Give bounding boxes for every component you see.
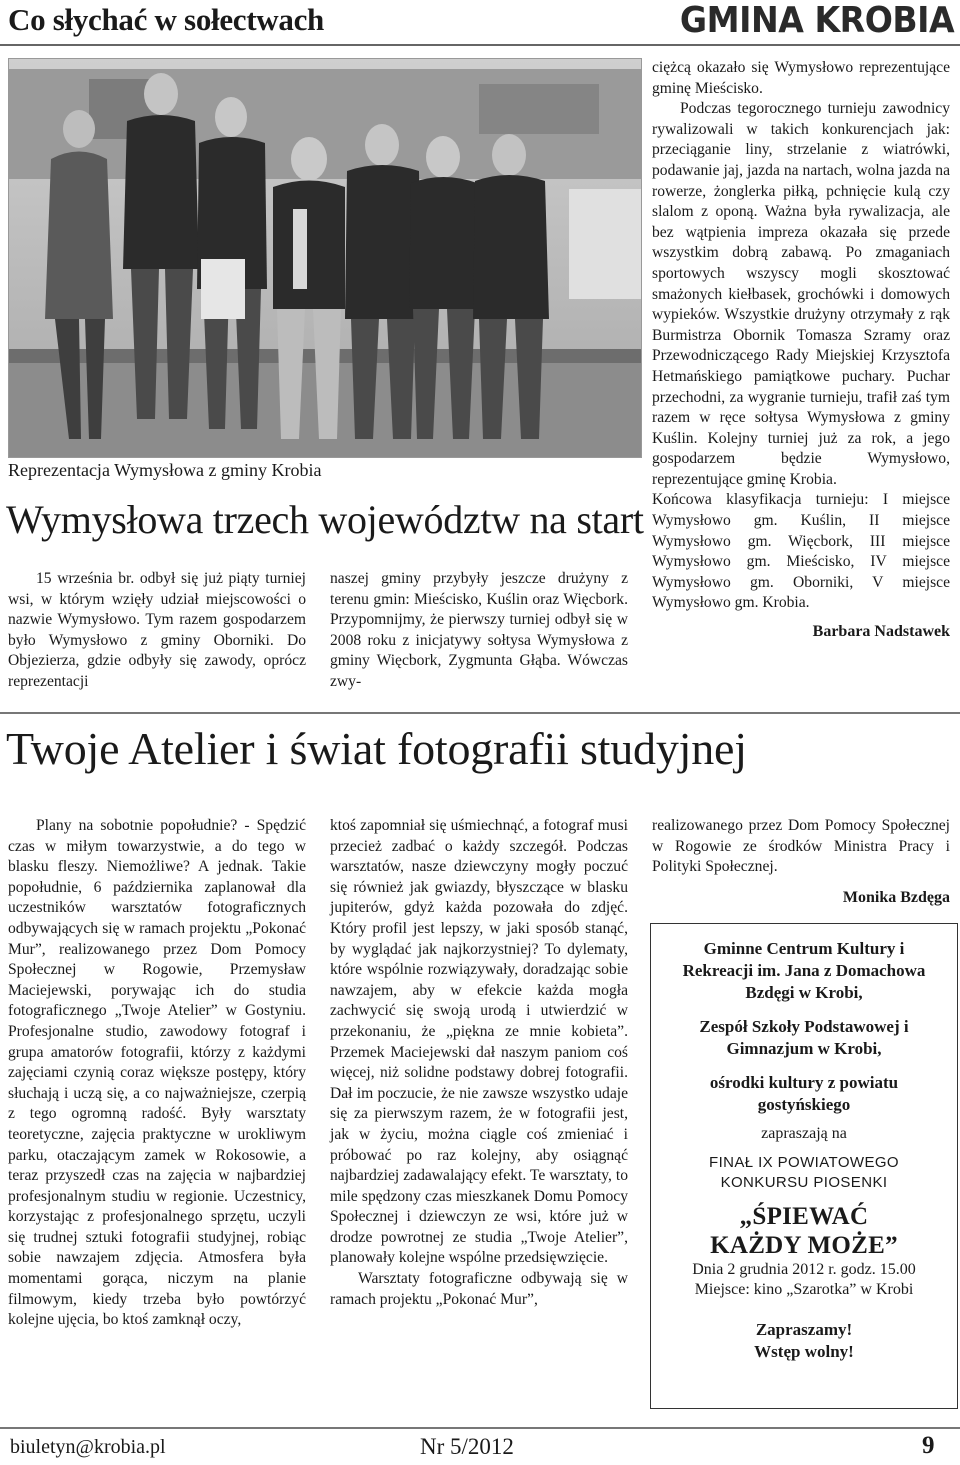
ad-event-name-2: KAŻDY MOŻE” (710, 1231, 898, 1259)
page-number: 9 (922, 1432, 935, 1459)
article1-col2-text: naszej gminy przybyły jeszcze drużyny z terenu gmin: Mieścisko, Kuślin oraz Więcbork. Przypomnijmy, że pierwszy turniej odbył się w 2008 roku z inicjatywy sołtysa Wymysłowa z gminy Więcbork, Zygmunta Głąba. Wówczas zwy- (330, 570, 628, 690)
article2-col2-p2: Warsztaty fotograficzne odbywają się w ramach projektu „Pokonać Mur”, (330, 1270, 628, 1308)
header-divider (0, 44, 960, 46)
ad-event-line-1: FINAŁ IX POWIATOWEGO (709, 1153, 899, 1171)
article1-column-2 (330, 569, 628, 693)
article2-col1-text: Plany na sobotnie popołudnie? - Spędzić czas w miłym towarzystwie, a do tego w blasku fleszy. Niemożliwe? A jednak. Takie popołudnie, 6 października zaplanował dla uczestników warsztatów fotograficznych odbywających się w ramach projektu „Pokonać Mur”, realizowanego przez Dom Pomocy Społecznej w Rogowie, Przemysław Maciejewski, porywając ich do studia fotograficznego „Twoje Atelier” w Gostyniu. Profesjonalne studio, zawodowy fotograf i grupa amatorów fotografii, którzy z każdymi zajęciami czynią coraz większe postępy, który słuchają i uczą się, a co najważniejsze, czerpią z tego ogromną radość. Były warsztaty teoretyczne, zajęcia praktyczne w urokliwym parku, otaczającym zamek w Rokosowie, a teraz przyszedł czas na zajęcia w najbardziej profesjonalnym studiu w regionie. Uczestnicy, korzystając z profesjonalnego sprzętu, uczyli się trudnej sztuki fotografii studyjnej, robiąc sobie nawzajem zdjęcia. Atmosfera była momentami gorąca, niczym na planie filmowym, kiedy trzeba było powtórzyć kolejne ujęcia, bo ktoś zamknął oczy, (8, 817, 306, 1329)
team-photo-image (9, 59, 641, 457)
ad-invite: zapraszają na (761, 1125, 847, 1142)
article2-title: Twoje Atelier i świat fotografii studyjnej (6, 723, 747, 774)
article1-title: Wymysłowa trzech województw na start (6, 497, 644, 542)
article1-author: Barbara Nadstawek (812, 623, 950, 641)
ad-organizer-2: Zespół Szkoły Podstawowej i Gimnazjum w Krobi, (699, 1017, 909, 1058)
article1-column-3 (652, 58, 950, 643)
ad-organizer-1: Gminne Centrum Kultury i Rekreacji im. Jana z Domachowa Bzdęgi w Krobi, (682, 939, 926, 1002)
ad-date: Dnia 2 grudnia 2012 r. godz. 15.00 (692, 1260, 916, 1278)
article1-column-1 (8, 569, 306, 693)
article2-column-1 (8, 816, 306, 1331)
ad-event-line-2: KONKURSU PIOSENKI (720, 1174, 888, 1191)
publication-logo: GMINA KROBIA (679, 0, 954, 41)
article1-col3-p3: Końcowa klasyfikacja turnieju: I miejsce Wymysłowo gm. Kuślin, II miejsce Wymysłowo gm. Więcbork, III miejsce Wymysłowo gm. Mieścisko, IV miejsce Wymysłowo gm. Oborniki, V miejsce Wymysłowo gm. Krobia. (652, 491, 950, 612)
photo-caption: Reprezentacja Wymysłowa z gminy Krobia (8, 460, 322, 480)
article1-col3-p2: Podczas tegorocznego turnieju zawodnicy rywalizowali w takich konkurencjach jak: przeciąganie liny, strzelanie z wiatrówki, podawanie jaj, jazda na nartach, wolna jazda na rowerze, żonglerka piłką, pchnięcie kulą czy slalom z oponą. Ważna była rywalizacja, ale bez wątpienia impreza okazała się przede wszystkim dobrą zabawą. Po zmaganiach sportowych wszyscy mogli skosztować smażonych kiełbasek, grochówki i domowych wypieków. Wszystkie drużyny otrzymały z rąk Burmistrza Obornik Tomasza Szramy oraz Przewodniczącego Rady Miejskiej Krzysztofa Hetmańskiego pamiątkowe puchary. Puchar przechodni, za wygranie turnieju, trafił zaś tym razem w ręce sołtysa Wymysłowa z gminy Kuślin. Kolejny turniej już za rok, a jego gospodarzem będzie Wymysłowo, reprezentujące gminę Krobia. (652, 100, 950, 488)
team-photo (8, 58, 642, 458)
article1-col1-text: 15 września br. odbył się już piąty turniej wsi, w którym wzięły udział miejscowości o nazwie Wymysłowo. Tym razem gospodarzem było Wymysłowo z gminy Oborniki. Do Objezierza, gdzie odbyły się zawody, oprócz reprezentacji (8, 570, 306, 690)
section-divider (0, 712, 960, 714)
ad-closing-2: Wstęp wolny! (754, 1341, 854, 1361)
article2-column-2 (330, 816, 628, 1310)
article2-col3-text: realizowanego przez Dom Pomocy Społecznej w Rogowie ze środków Ministra Pracy i Polityki Społecznej. (652, 817, 950, 876)
ad-place: Miejsce: kino „Szarotka” w Krobi (694, 1281, 914, 1298)
footer-issue: Nr 5/2012 (420, 1434, 514, 1459)
ad-event-name-1: „ŚPIEWAĆ (739, 1202, 869, 1230)
footer-email[interactable]: biuletyn@krobia.pl (10, 1436, 166, 1458)
footer-divider (0, 1427, 960, 1429)
article2-author: Monika Bzdęga (842, 888, 950, 906)
ad-closing-1: Zapraszamy! (755, 1319, 853, 1339)
section-title: Co słychać w sołectwach (8, 2, 324, 37)
article1-col3-p1: ciężcą okazało się Wymysłowo reprezentujące gminę Mieścisko. (652, 59, 950, 97)
article2-col2-p1: ktoś zapomniał się uśmiechnąć, a fotograf musi przecież zadbać o każdy szczegół. Podczas warsztatów, nasze dziewczyny mogły poczuć się również jak gwiazdy, błyszczące w blasku jupiterów, gdyż każda pozowała do zdjęć. Który profil jest lepszy, w jaki sposób stanąć, by wyglądać jak najkorzystniej? To dylematy, które wspólnie rozwiązywały, doradzając sobie nawzajem, aby w efekcie każda mogła zachwycić się swoją urodą i utwierdzić w przekonaniu, że „piękna ze mnie kobieta”. Przemek Maciejewski dał naszym paniom coś więcej, niż solidne podstawy dobrej fotografii. Dał im poczucie, że nie zawsze wszystko udaje się za pierwszym razem, że w fotografii jest, jak w życiu, można ciągle coś zmieniać i próbować po raz kolejny, aby osiągnąć najbardziej zadawalający efekt. Te warsztaty, to mile spędzony czas mieszkanek Domu Pomocy Społecznej i dziewczyn ze wsi, które już w drodze powrotnej ze studia „Twoje Atelier”, planowały kolejne wspólne przedsięwzięcie. (330, 817, 628, 1267)
concert-announcement (650, 923, 958, 1409)
article2-column-3 (652, 816, 950, 908)
ad-organizer-3: ośrodki kultury z powiatu gostyńskiego (709, 1073, 899, 1114)
